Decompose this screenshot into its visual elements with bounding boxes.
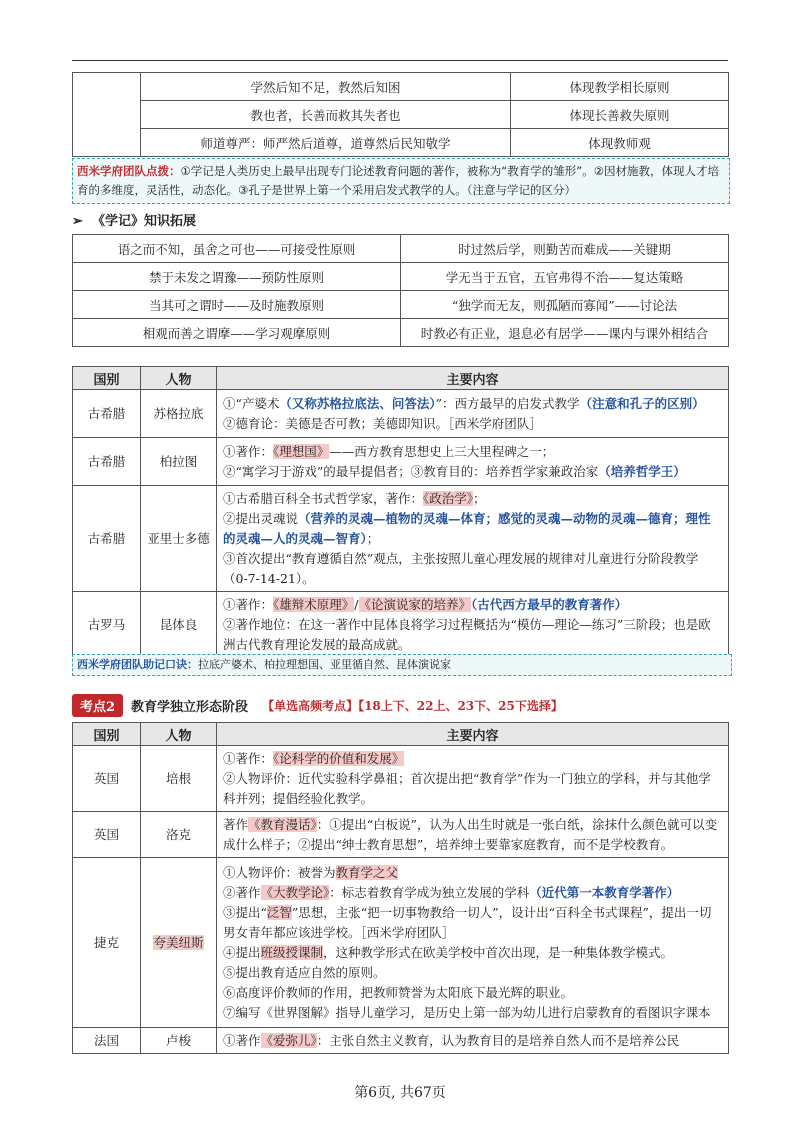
country-cell: 古希腊 xyxy=(73,486,141,592)
table-row xyxy=(73,390,729,438)
person-cell: 培根 xyxy=(141,746,217,812)
header-person: 人物 xyxy=(141,367,217,390)
left-cell: 当其可之谓时——及时施教原则 xyxy=(73,291,401,319)
principle-cell: 体现教师观 xyxy=(511,129,729,157)
content-cell: ①人物评价：被誉为教育学之父 ②著作《大教学论》：标志着教育学成为独立发展的学科（近代第一本教育学著作） ③提出“泛智”思想，主张“把一切事物教给一切人”，设计出“百科全书式课程”，提出一切男女青年都应该进学校。［西米学府团队］ ④提出班级授课制，这种教学形式在欧美学校中首次出现，是一种集体教学模式。 ⑤提出教育适应自然的原则。 ⑥高度评价教师的作用，把教师赞誉为太阳底下最光辉的职业。 ⑦编写《世界图解》指导儿童学习，是历史上第一部为幼儿进行启蒙教育的看图识字课本 xyxy=(217,858,729,1028)
mnemonic-box xyxy=(72,654,732,676)
right-cell: 时过然后学，则勤苦而难成——关键期 xyxy=(401,235,729,263)
table-row xyxy=(73,319,729,347)
table-row xyxy=(73,812,729,858)
person-cell: 苏格拉底 xyxy=(141,390,217,438)
table-row xyxy=(73,263,729,291)
right-cell: 学无当于五官，五官弗得不治——复达策略 xyxy=(401,263,729,291)
tip-lead: 西米学府团队点拨： xyxy=(77,164,181,178)
person-cell: 昆体良 xyxy=(141,592,217,658)
ancient-educators-table xyxy=(72,366,729,658)
table-row xyxy=(73,858,729,1028)
header-content: 主要内容 xyxy=(217,367,729,390)
section-heading xyxy=(72,210,196,229)
person-cell: 洛克 xyxy=(141,812,217,858)
content-cell: ①著作：《论科学的价值和发展》 ②人物评价：近代实验科学鼻祖；首次提出把“教育学”作为一门独立的学科，并与其他学科并列；提倡经验化教学。 xyxy=(217,746,729,812)
left-cell: 禁于未发之谓豫——预防性原则 xyxy=(73,263,401,291)
header-person: 人物 xyxy=(141,723,217,746)
principle-cell: 体现长善救失原则 xyxy=(511,101,729,129)
header-content: 主要内容 xyxy=(217,723,729,746)
mnemonic-lead: 西米学府团队助记口诀： xyxy=(77,658,198,671)
person-cell: 柏拉图 xyxy=(141,438,217,486)
top-rule xyxy=(72,60,728,61)
xueji-extension-table xyxy=(72,234,729,347)
content-cell: ①古希腊百科全书式哲学家，著作：《政治学》； ②提出灵魂说（营养的灵魂—植物的灵魂—体育；感觉的灵魂—动物的灵魂—德育；理性的灵魂—人的灵魂—智育）； ③首次提出“教育遵循自然”观点，主张按照儿童心理发展的规律对儿童进行分阶段教学（0-7-14-21）。 xyxy=(217,486,729,592)
table-header-row xyxy=(73,367,729,390)
content-cell: ①著作：《理想国》——西方教育思想史上三大里程碑之一； ②“寓学习于游戏”的最早提倡者；③教育目的：培养哲学家兼政治家（培养哲学王） xyxy=(217,438,729,486)
country-cell: 英国 xyxy=(73,746,141,812)
header-country: 国别 xyxy=(73,367,141,390)
table-row xyxy=(73,101,729,129)
section-heading-text: 《学记》知识拓展 xyxy=(91,214,196,229)
content-cell: ①著作：《雄辩术原理》/《论演说家的培养》（古代西方最早的教育著作） ②著作地位：在这一著作中昆体良将学习过程概括为“模仿—理论—练习”三阶段；也是欧洲古代教育理论发展的最高成就。 xyxy=(217,592,729,658)
quote-cell: 学然后知不足，教然后知困 xyxy=(141,73,511,101)
table-row xyxy=(73,746,729,812)
content-cell: 著作《教育漫话》：①提出“白板说”，认为人出生时就是一张白纸，涂抹什么颜色就可以变成什么样子；②提出“绅士教育思想”，培养绅士要靠家庭教育，而不是学校教育。 xyxy=(217,812,729,858)
table-row xyxy=(73,438,729,486)
content-cell: ①著作《爱弥儿》：主张自然主义教育，认为教育目的是培养自然人而不是培养公民 xyxy=(217,1028,729,1054)
table-row xyxy=(73,486,729,592)
table-row xyxy=(73,1028,729,1054)
person-cell: 亚里士多德 xyxy=(141,486,217,592)
tip-text: ①学记是人类历史上最早出现专门论述教育问题的著作，被称为“教育学的雏形”。②因材施教，体现人才培育的多维度，灵活性，动态化。③孔子是世界上第一个采用启发式教学的人。（注意与学记的区分） xyxy=(77,164,720,197)
country-cell: 古罗马 xyxy=(73,592,141,658)
person-cell: 夸美纽斯 xyxy=(141,858,217,1028)
person-cell: 卢梭 xyxy=(141,1028,217,1054)
exam-point-tag: 【单选高频考点】【18上下、22上、23下、25下选择】 xyxy=(262,699,563,713)
country-cell: 古希腊 xyxy=(73,390,141,438)
quote-cell: 师道尊严：师严然后道尊，道尊然后民知敬学 xyxy=(141,129,511,157)
exam-point-title: 教育学独立形态阶段 xyxy=(131,700,249,715)
principle-cell: 体现教学相长原则 xyxy=(511,73,729,101)
left-cell: 相观而善之谓摩——学习观摩原则 xyxy=(73,319,401,347)
right-cell: “独学而无友，则孤陋而寡闻”——讨论法 xyxy=(401,291,729,319)
country-cell: 法国 xyxy=(73,1028,141,1054)
country-cell: 捷克 xyxy=(73,858,141,1028)
exam-point-heading xyxy=(72,694,563,717)
table-row xyxy=(73,129,729,157)
team-tip-box xyxy=(72,158,730,204)
table-header-row xyxy=(73,723,729,746)
page-number: 第6页, 共67页 xyxy=(354,1085,446,1101)
country-cell: 古希腊 xyxy=(73,438,141,486)
content-cell: ①“产婆术（又称苏格拉底法、问答法）”：西方最早的启发式教学（注意和孔子的区别） ②德育论：美德是否可教；美德即知识。［西米学府团队］ xyxy=(217,390,729,438)
modern-educators-table xyxy=(72,722,729,1054)
arrow-bullet-icon: ➢ xyxy=(72,214,83,229)
table-row xyxy=(73,592,729,658)
xueji-quotes-table xyxy=(72,72,729,157)
left-cell: 语之而不知，虽舍之可也——可接受性原则 xyxy=(73,235,401,263)
table-row xyxy=(73,73,729,101)
exam-point-badge: 考点2 xyxy=(72,694,123,717)
empty-cell xyxy=(73,73,141,157)
header-country: 国别 xyxy=(73,723,141,746)
quote-cell: 教也者，长善而救其失者也 xyxy=(141,101,511,129)
table-row xyxy=(73,235,729,263)
mnemonic-text: 拉底产婆术、柏拉理想国、亚里循自然、昆体演说家 xyxy=(198,658,451,671)
country-cell: 英国 xyxy=(73,812,141,858)
table-row xyxy=(73,291,729,319)
right-cell: 时教必有正业，退息必有居学——课内与课外相结合 xyxy=(401,319,729,347)
